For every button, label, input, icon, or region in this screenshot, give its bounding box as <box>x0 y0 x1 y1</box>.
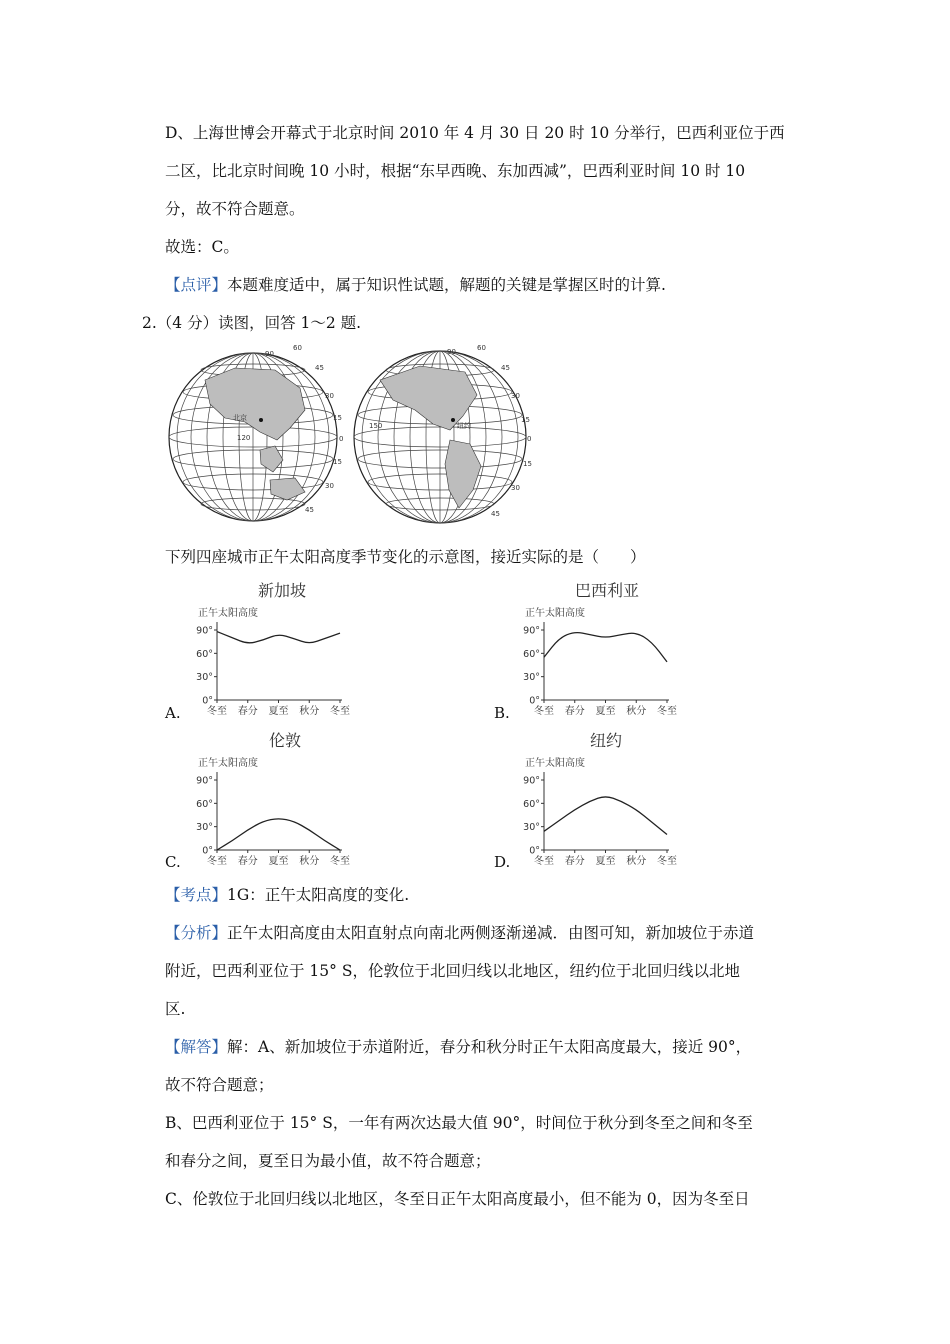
left-globe-lat-45n: 45 <box>315 364 324 372</box>
chart-title-london: 伦敦 <box>269 731 302 750</box>
y-axis-label: 正午太阳高度 <box>525 758 585 769</box>
y-tick-label: 30° <box>523 672 540 684</box>
x-tick-label: 冬至 <box>657 706 677 717</box>
left-globe-city-beijing: 北京 <box>233 414 247 422</box>
left-globe-lat-45s: 45 <box>305 506 314 514</box>
right-globe-lat-90: 90 <box>447 348 456 356</box>
chart-singapore <box>195 600 355 720</box>
jieda-text-1: 解：A、新加坡位于赤道附近，春分和秋分时正午太阳高度最大，接近 90°， <box>227 1038 752 1056</box>
comment-text: 本题难度适中，属于知识性试题，解题的关键是掌握区时的计算. <box>227 276 666 294</box>
y-tick-label: 90° <box>196 625 213 637</box>
right-globe-lat-0: 0 <box>527 435 532 443</box>
kaodian-tag: 【考点】 <box>165 886 228 904</box>
kaodian <box>165 884 409 906</box>
comment-tag: 【点评】 <box>165 276 228 294</box>
chart-title-newyork: 纽约 <box>590 731 623 750</box>
left-globe-lat-30n: 30 <box>325 392 334 400</box>
left-globe-lat-15s: 15 <box>333 458 342 466</box>
right-globe-lon-150: 150 <box>369 422 383 430</box>
left-globe-lat-0: 0 <box>339 435 344 443</box>
x-tick-label: 冬至 <box>534 706 554 717</box>
fenxi-tag: 【分析】 <box>165 924 228 942</box>
x-tick-label: 夏至 <box>595 706 616 717</box>
x-tick-label: 冬至 <box>207 706 227 717</box>
right-globe-lat-30n: 30 <box>511 392 520 400</box>
x-tick-label: 夏至 <box>268 706 289 717</box>
left-globe-lat-30s: 30 <box>325 482 334 490</box>
y-tick-label: 60° <box>523 798 540 810</box>
jieda-tag: 【解答】 <box>165 1038 228 1056</box>
option-d-line-1: D、上海世博会开幕式于北京时间 2010 年 4 月 30 日 20 时 10 分举行，巴西利亚位于西 <box>165 124 785 142</box>
series-line <box>544 633 667 662</box>
jieda-line-2: 故不符合题意； <box>165 1076 274 1094</box>
right-globe-lat-15n: 15 <box>521 416 530 424</box>
right-globe <box>354 344 532 523</box>
x-tick-label: 冬至 <box>330 706 350 717</box>
x-tick-label: 春分 <box>564 856 585 867</box>
question-prompt: 下列四座城市正午太阳高度季节变化的示意图，接近实际的是（ ） <box>165 548 646 566</box>
chart-london <box>195 750 355 870</box>
question-2: 2.（4 分）读图，回答 1～2 题. <box>142 314 362 332</box>
right-globe-lat-30s: 30 <box>511 484 520 492</box>
y-tick-label: 0° <box>529 845 540 857</box>
option-d-line-2: 二区，比北京时间晚 10 小时，根据“东早西晚、东加西减”，巴西利亚时间 10 时 10 <box>165 162 746 180</box>
x-tick-label: 秋分 <box>299 856 320 867</box>
left-globe-lon-120: 120 <box>237 434 251 442</box>
comment <box>165 274 666 296</box>
x-tick-label: 秋分 <box>626 706 647 717</box>
right-globe-lat-15s: 15 <box>523 460 532 468</box>
x-tick-label: 冬至 <box>330 856 350 867</box>
y-tick-label: 60° <box>196 648 213 660</box>
y-tick-label: 30° <box>196 672 213 684</box>
series-line <box>217 632 340 643</box>
y-tick-label: 0° <box>202 695 213 707</box>
x-tick-label: 冬至 <box>657 856 677 867</box>
y-tick-label: 0° <box>202 845 213 857</box>
choice-c[interactable]: C. <box>165 853 181 871</box>
answer-c: 故选：C。 <box>165 238 239 256</box>
choice-d[interactable]: D. <box>494 853 511 871</box>
left-globe-lat-60: 60 <box>293 344 302 352</box>
answer-c-line-1: C、伦敦位于北回归线以北地区，冬至日正午太阳高度最小，但不能为 0，因为冬至日 <box>165 1190 750 1208</box>
fenxi-line-1 <box>165 922 754 944</box>
y-axis-label: 正午太阳高度 <box>525 608 585 619</box>
chart-title-brasilia: 巴西利亚 <box>575 581 640 600</box>
choice-a[interactable]: A. <box>165 704 181 722</box>
kaodian-text: 1G：正午太阳高度的变化. <box>227 886 410 904</box>
y-tick-label: 90° <box>196 775 213 787</box>
chart-newyork <box>522 750 682 870</box>
left-globe-lat-90: 90 <box>265 350 274 358</box>
y-tick-label: 0° <box>529 695 540 707</box>
option-d-line-3: 分，故不符合题意。 <box>165 200 305 218</box>
x-tick-label: 春分 <box>237 706 258 717</box>
y-axis-label: 正午太阳高度 <box>198 758 258 769</box>
series-line <box>217 819 340 850</box>
x-tick-label: 春分 <box>237 856 258 867</box>
x-tick-label: 夏至 <box>268 856 289 867</box>
chart-title-singapore: 新加坡 <box>258 581 307 600</box>
right-globe-lat-45n: 45 <box>501 364 510 372</box>
fenxi-text-1: 正午太阳高度由太阳直射点向南北两侧逐渐递减．由图可知，新加坡位于赤道 <box>227 924 755 942</box>
answer-b-line-1: B、巴西利亚位于 15° S，一年有两次达最大值 90°，时间位于秋分到冬至之间和冬至 <box>165 1114 753 1132</box>
y-tick-label: 60° <box>196 798 213 810</box>
right-globe-lat-45s: 45 <box>491 510 500 518</box>
y-tick-label: 30° <box>196 822 213 834</box>
x-tick-label: 秋分 <box>626 856 647 867</box>
y-tick-label: 90° <box>523 625 540 637</box>
x-tick-label: 秋分 <box>299 706 320 717</box>
series-line <box>544 797 667 835</box>
left-globe <box>169 344 343 521</box>
chart-brasilia <box>522 600 682 720</box>
jieda-line-1 <box>165 1036 751 1058</box>
fenxi-line-3: 区. <box>165 1000 186 1018</box>
answer-b-line-2: 和春分之间，夏至日为最小值，故不符合题意； <box>165 1152 491 1170</box>
choice-b[interactable]: B. <box>494 704 510 722</box>
y-axis-label: 正午太阳高度 <box>198 608 258 619</box>
x-tick-label: 冬至 <box>534 856 554 867</box>
y-tick-label: 60° <box>523 648 540 660</box>
y-tick-label: 90° <box>523 775 540 787</box>
fenxi-line-2: 附近，巴西利亚位于 15° S，伦敦位于北回归线以北地区，纽约位于北回归线以北地 <box>165 962 740 980</box>
right-globe-city-newyork: 纽约 <box>457 422 471 430</box>
x-tick-label: 冬至 <box>207 856 227 867</box>
left-globe-lat-15n: 15 <box>333 414 342 422</box>
right-globe-lat-60: 60 <box>477 344 486 352</box>
x-tick-label: 夏至 <box>595 856 616 867</box>
globes-figure <box>165 340 540 535</box>
x-tick-label: 春分 <box>564 706 585 717</box>
y-tick-label: 30° <box>523 822 540 834</box>
